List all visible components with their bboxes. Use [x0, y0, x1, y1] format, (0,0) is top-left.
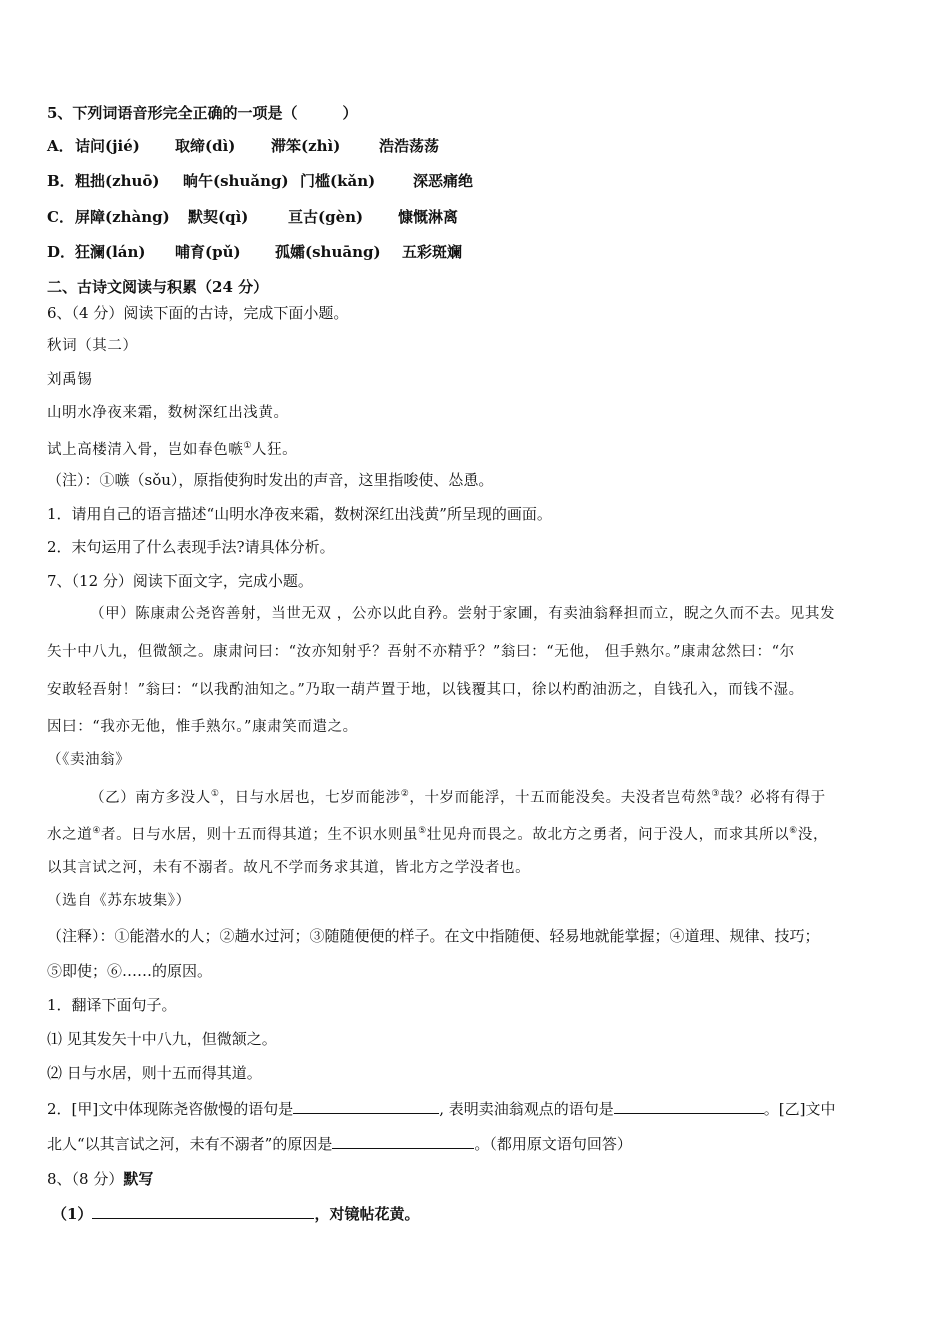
q7-sub-2-line-1: 2．[甲]文中体现陈尧咨傲慢的语句是 , 表明卖油翁观点的语句是 。[乙]文中 — [47, 1097, 907, 1119]
option-label: D． — [47, 243, 76, 261]
section-heading: 二、古诗文阅读与积累（24 分） — [47, 278, 269, 296]
q8-stem: 8、（8 分）默写 — [47, 1170, 154, 1188]
q5-option-a[interactable] — [47, 136, 907, 156]
answer-blank[interactable] — [92, 1202, 314, 1219]
option-item: 默契(qì) — [188, 208, 249, 226]
annotation-line-2: ⑤即使；⑥……的原因。 — [47, 962, 213, 980]
q7-sub-1-item-1: ⑴ 见其发矢十中八九，但微颔之。 — [47, 1030, 277, 1048]
q8-item-1: （1） ，对镜帖花黄。 — [52, 1202, 912, 1224]
option-item: 慷慨淋离 — [398, 208, 459, 226]
option-item: 屏障(zhàng) — [75, 208, 170, 226]
passage-jia-source: （《卖油翁》 — [47, 752, 131, 768]
option-item: 滞笨(zhì) — [271, 137, 341, 155]
option-item: 哺育(pǔ) — [175, 243, 241, 261]
passage-jia-line-4: 因曰：“我亦无他，惟手熟尔。”康肃笑而遣之。 — [47, 719, 358, 735]
option-item: 五彩斑斓 — [402, 243, 463, 261]
poem-title: 秋词（其二） — [47, 338, 138, 354]
option-item: 诘问(jié) — [75, 137, 140, 155]
poem-line-2: 试上高楼清入骨，岂如春色嗾①人狂。 — [47, 441, 298, 458]
answer-blank[interactable] — [614, 1097, 764, 1114]
option-item: 门槛(kǎn) — [300, 172, 376, 190]
option-item: 晌午(shuǎng) — [183, 172, 289, 190]
option-item: 深恶痛绝 — [413, 172, 474, 190]
q7-sub-1: 1．翻译下面句子。 — [47, 996, 177, 1014]
passage-yi-line-1: （乙）南方多没人①，日与水居也，七岁而能涉②，十岁而能浮，十五而能没矣。夫没者岂苟然③哉？必将有得于 — [90, 789, 826, 806]
q5-option-c[interactable] — [47, 207, 907, 227]
option-label: C． — [47, 208, 74, 226]
q5-option-b[interactable] — [47, 171, 907, 191]
q6-sub-1: 1．请用自己的语言描述“山明水净夜来霜，数树深红出浅黄”所呈现的画面。 — [47, 505, 552, 523]
poem-author: 刘禹锡 — [47, 372, 93, 388]
q6-sub-2: 2．末句运用了什么表现手法?请具体分析。 — [47, 538, 335, 556]
answer-blank[interactable] — [293, 1097, 439, 1114]
q5-option-d[interactable] — [47, 242, 907, 262]
option-item: 浩浩荡荡 — [379, 137, 440, 155]
option-item: 狂澜(lán) — [75, 243, 146, 261]
option-label: A． — [47, 137, 74, 155]
passage-jia-line-1: （甲）陈康肃公尧咨善射，当世无双 ，公亦以此自矜。尝射于家圃，有卖油翁释担而立，睨之久而不去。见其发 — [90, 606, 836, 622]
q7-sub-2-line-2: 北人“以其言试之河，未有不溺者”的原因是 。（都用原文语句回答） — [47, 1132, 907, 1154]
passage-jia-line-2: 矢十中八九，但微颔之。康肃问曰：“汝亦知射乎？吾射不亦精乎？”翁曰：“无他， 但手熟尔。”康肃忿然曰：“尔 — [47, 644, 795, 660]
q7-sub-1-item-2: ⑵ 日与水居，则十五而得其道。 — [47, 1064, 262, 1082]
option-item: 亘古(gèn) — [288, 208, 364, 226]
passage-yi-source: （选自《苏东坡集》） — [47, 893, 191, 909]
annotation-line-1: （注释）：①能潜水的人；②趟水过河；③随随便便的样子。在文中指随便、轻易地就能掌握；④道理、规律、技巧； — [47, 927, 820, 945]
poem-note: （注）：①嗾（sǒu），原指使狗时发出的声音，这里指唆使、怂恿。 — [47, 471, 494, 489]
answer-blank[interactable] — [332, 1132, 474, 1149]
option-item: 取缔(dì) — [175, 137, 236, 155]
option-item: 孤孀(shuāng) — [275, 243, 381, 261]
option-item: 粗拙(zhuō) — [75, 172, 160, 190]
q5-stem: 5、下列词语音形完全正确的一项是（ ） — [47, 104, 358, 122]
passage-yi-line-2: 水之道④者。日与水居，则十五而得其道；生不识水则虽⑤壮见舟而畏之。故北方之勇者，问于没人，而求其所以⑥没， — [47, 826, 829, 843]
q7-stem: 7、（12 分）阅读下面文字，完成小题。 — [47, 572, 313, 590]
passage-jia-line-3: 安敢轻吾射！”翁曰：“以我酌油知之。”乃取一葫芦置于地，以钱覆其口，徐以杓酌油沥之，自钱孔入，而钱不湿。 — [47, 682, 804, 698]
option-label: B． — [47, 172, 75, 190]
q6-stem: 6、（4 分）阅读下面的古诗，完成下面小题。 — [47, 304, 349, 322]
passage-yi-line-3: 以其言试之河，未有不溺者。故凡不学而务求其道，皆北方之学没者也。 — [47, 860, 531, 876]
poem-line-1: 山明水净夜来霜，数树深红出浅黄。 — [47, 405, 289, 421]
